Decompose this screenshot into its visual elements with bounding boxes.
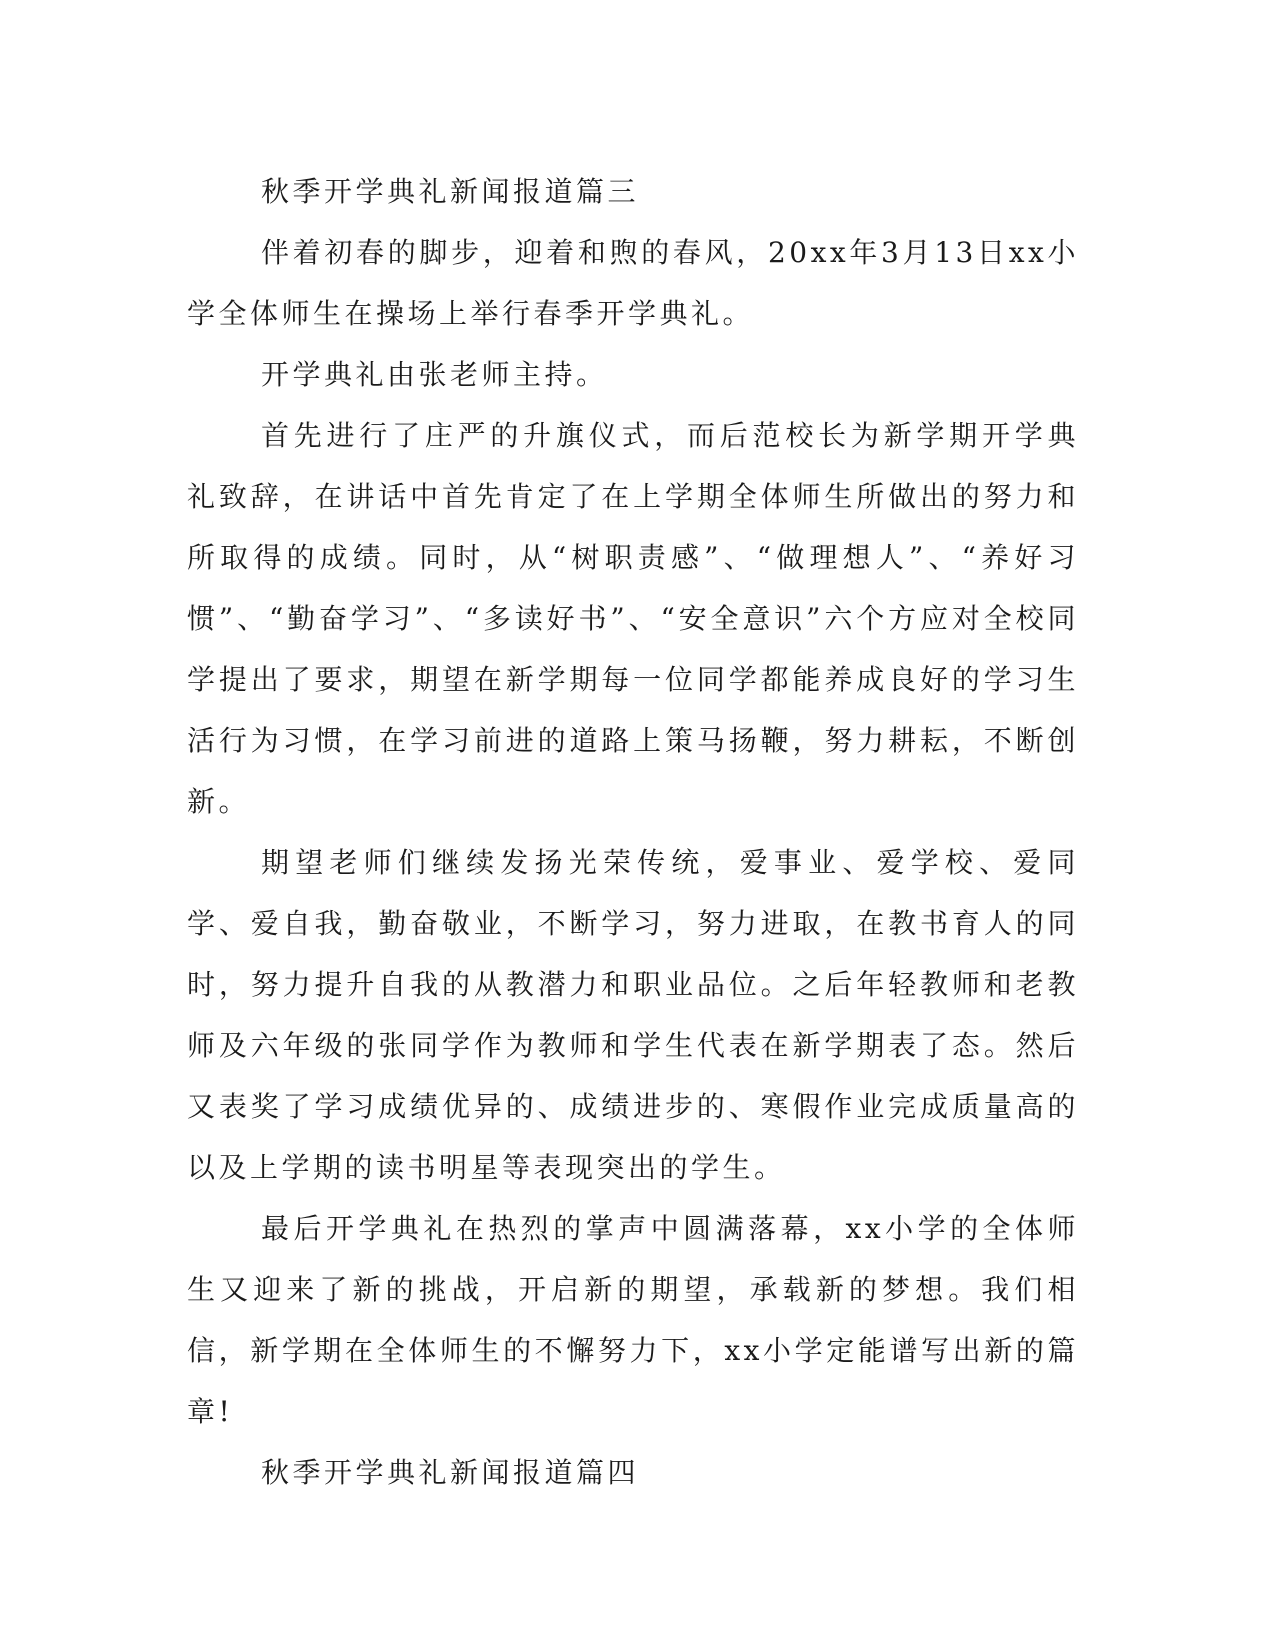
document-body [187,161,1079,1503]
paragraph-intro: 伴着初春的脚步，迎着和煦的春风，20xx年3月13日xx小学全体师生在操场上举行春季开学典礼。 [187,236,1079,330]
paragraph-teachers: 期望老师们继续发扬光荣传统，爱事业、爱学校、爱同学、爱自我，勤奋敬业，不断学习，努力进取，在教书育人的同时，努力提升自我的从教潜力和职业品位。之后年轻教师和老教师及六年级的张同学作为教师和学生代表在新学期表了态。然后又表奖了学习成绩优异的、成绩进步的、寒假作业完成质量高的以及上学期的读书明星等表现突出的学生。 [187,846,1079,1184]
paragraph-closing: 最后开学典礼在热烈的掌声中圆满落幕，xx小学的全体师生又迎来了新的挑战，开启新的期望，承载新的梦想。我们相信，新学期在全体师生的不懈努力下，xx小学定能谱写出新的篇章! [187,1212,1079,1428]
section-title-4: 秋季开学典礼新闻报道篇四 [261,1456,640,1489]
paragraph-principal-speech: 首先进行了庄严的升旗仪式，而后范校长为新学期开学典礼致辞，在讲话中首先肯定了在上学期全体师生所做出的努力和所取得的成绩。同时，从“树职责感”、“做理想人”、“养好习惯”、“勤奋学习”、“多读好书”、“安全意识”六个方应对全校同学提出了要求，期望在新学期每一位同学都能养成良好的学习生活行为习惯，在学习前进的道路上策马扬鞭，努力耕耘，不断创新。 [187,419,1079,818]
paragraph-host: 开学典礼由张老师主持。 [261,358,608,391]
section-title-3: 秋季开学典礼新闻报道篇三 [261,175,640,208]
